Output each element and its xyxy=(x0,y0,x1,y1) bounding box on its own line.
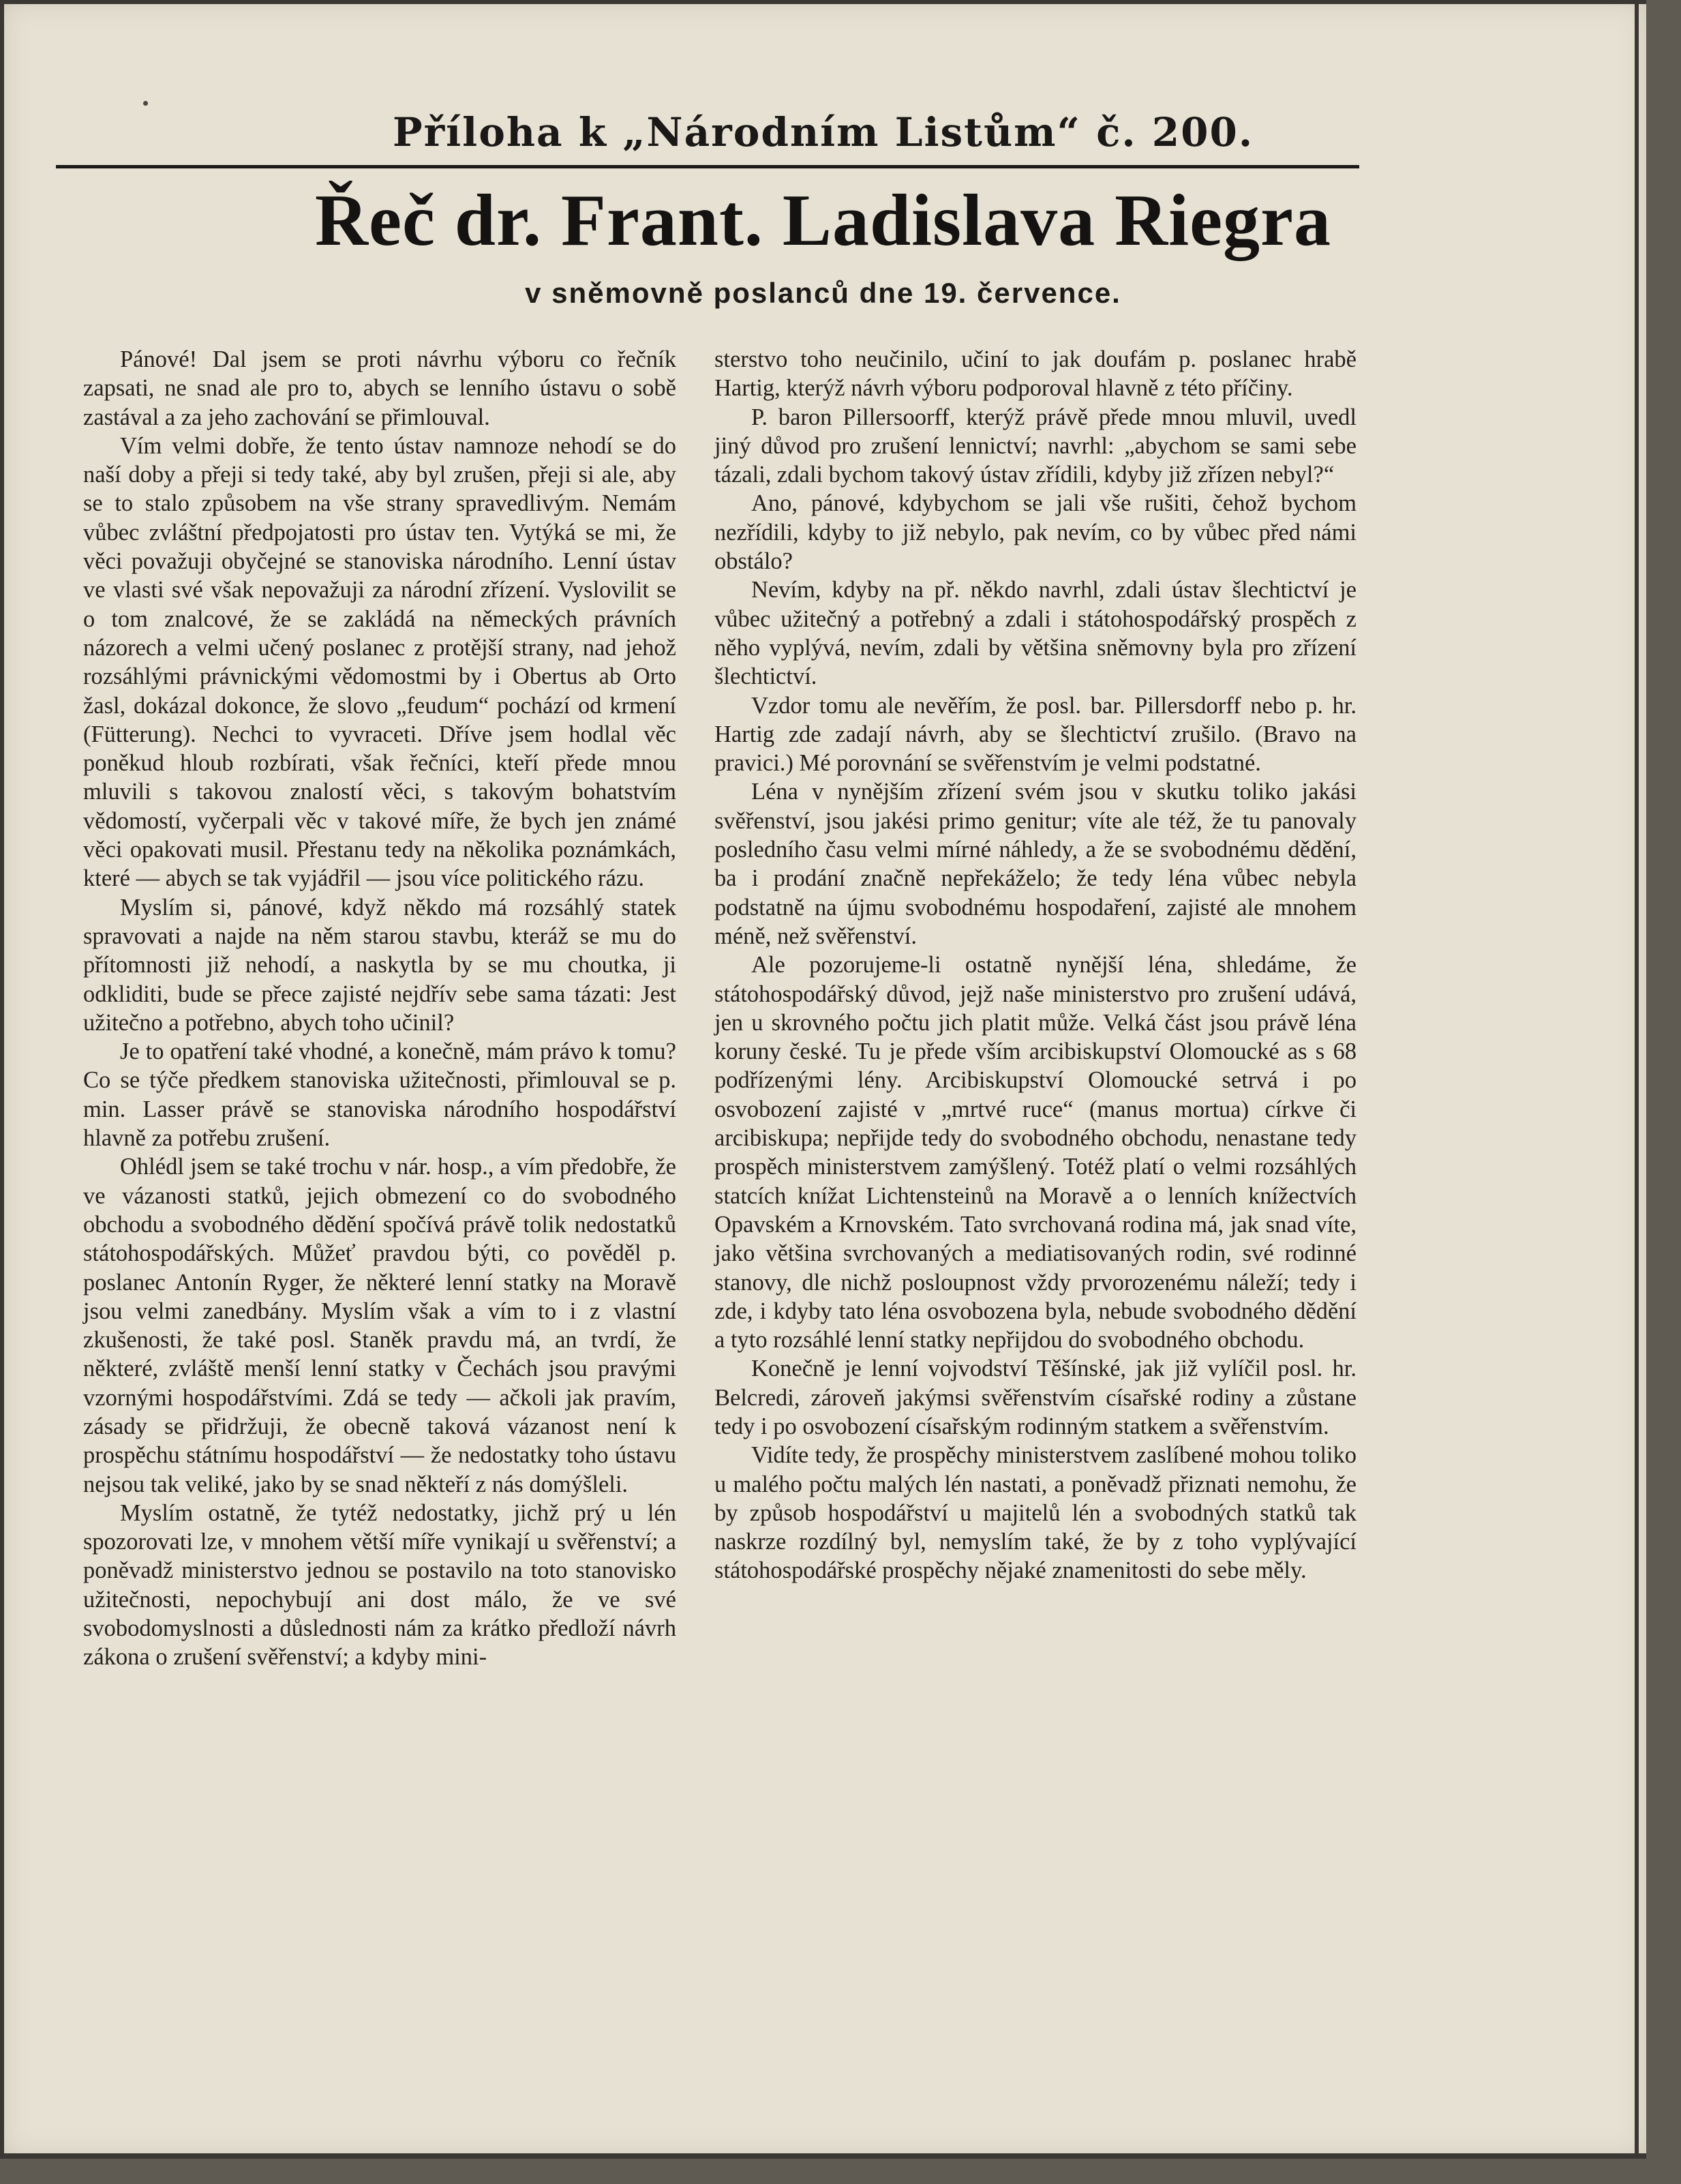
paragraph: P. baron Pillersoorff, kterýž právě přede mnou mluvil, uvedl jiný důvod pro zrušení lennictví; navrhl: „abychom se sami sebe tázali, zdali bychom takový ústav zřídili, kdyby již zřízen nebyl?“ xyxy=(714,404,1357,488)
scan-border-right xyxy=(1635,0,1639,2158)
paragraph: Nevím, kdyby na př. někdo navrhl, zdali ústav šlechtictví je vůbec užitečný a potřebný a zdali i státohospodářský prospěch z něho vyplývá, nevím, zdali by většina sněmovny byla pro zřízení šlechtictví. xyxy=(714,577,1357,690)
paragraph: Ale pozorujeme-li ostatně nynější léna, shledáme, že státohospodářský důvod, jejž naše ministerstvo pro zrušení udává, jen u skrovného počtu jich platit může. Velká část jsou právě léna koruny české. Tu je přede vším arcibiskupství Olomoucké as s 68 podřízenými lény. Arcibiskupství Olomoucké setrvá i po osvobození zajisté v „mrtvé ruce“ (manus mortua) církve či arcibiskupa; nepřijde tedy do svobodného obchodu, nenastane tedy prospěch ministerstvem zamýšlený. Totéž platí o velmi rozsáhlých statcích knížat Lichtensteinů na Moravě a o lenních knížectvích Opavském a Krnovském. Tato svrchovaná rodina má, jak snad víte, jako většina svrchovaných a mediatisovaných rodin, své rodinné stanovy, dle nichž posloupnost vždy prvorozenému náleží; tedy i zde, i kdyby tato léna osvobozena byla, nebude svobodného dědění a tyto rozsáhlé lenní statky nepřijdou do svobodného obchodu. xyxy=(714,952,1357,1353)
article-title: Řeč dr. Frant. Ladislava Riegra xyxy=(315,180,1331,261)
scan-border-left xyxy=(0,0,4,2158)
right-column xyxy=(714,345,1357,1585)
heading-rule xyxy=(56,165,1359,168)
supplement-heading: Příloha k „Národním Listům“ č. 200. xyxy=(392,109,1254,155)
paragraph: Léna v nynějším zřízení svém jsou v skutku toliko jakási svěřenství, jsou jakési primo genitur; víte ale též, že tu panovaly posledního času velmi mírné náhledy, a že se svobodnému dědění, ba i prodání značně nepřekáželo; že tedy léna vůbec nebyla podstatně na újmu svobodnému hospodaření, zajisté ale mnohem méně, než svěřenství. xyxy=(714,779,1357,949)
paragraph: Vím velmi dobře, že tento ústav namnoze nehodí se do naší doby a přeji si tedy také, aby byl zrušen, přeji si ale, aby se to stalo způsobem na vše strany spravedlivým. Nemám vůbec zvláštní předpojatosti pro ústav ten. Vytýká se mi, že věci považuji obyčejné se stanoviska národního. Lenní ústav ve vlasti své však nepovažuji za národní zřízení. Vyslovilit se o tom znalcové, že se zakládá na německých právních názorech a velmi učený poslanec z protější strany, nad jehož rozsáhlými právnickými vědomostmi by i Obertus ab Orto žasl, dokázal dokonce, že slovo „feudum“ pochází od krmení (Fütterung). Nechci to vyvraceti. Dříve jsem hodlal věc poněkud hloub rozbírati, však řečníci, kteří přede mnou mluvili s takovou znalostí věci, s takovým bohatstvím vědomostí, vyčerpali věc v takové míře, že bych jen známé věci opakovati musil. Přestanu tedy na několika poznámkách, které — abych se tak vyjádřil — jsou více politického rázu. xyxy=(83,432,676,892)
paragraph: Pánové! Dal jsem se proti návrhu výboru co řečník zapsati, ne snad ale pro to, abych se lenního ústavu o sobě zastával a za jeho zachování se přimlouval. xyxy=(83,346,676,430)
paragraph-continued: sterstvo toho neučinilo, učiní to jak doufám p. poslanec hrabě Hartig, kterýž návrh výboru podporoval hlavně z této příčiny. xyxy=(714,346,1357,402)
paragraph: Konečně je lenní vojvodství Těšínské, jak již vylíčil posl. hr. Belcredi, zároveň jakýmsi svěřenstvím císařské rodiny a zůstane tedy i po osvobození císařským rodinným statkem a svěřenstvím. xyxy=(714,1356,1357,1439)
paragraph: Ohlédl jsem se také trochu v nár. hosp., a vím předobře, že ve vázanosti statků, jejich obmezení co do svobodného obchodu a svobodného dědění spočívá právě tolik nedostatků státohospodářských. Můžeť pravdou býti, co pověděl p. poslanec Antonín Ryger, že některé lenní statky na Moravě jsou velmi zanedbány. Myslím však a vím to i z vlastní zkušenosti, že také posl. Staněk pravdu má, an tvrdí, že některé, zvláště menší lenní statky v Čechách jsou pravými vzornými hospodářstvími. Zdá se tedy — ačkoli jak pravím, zásady se přidržuji, že obecně taková vázanost není k prospěchu státnímu hospodářství — že nedostatky toho ústavu nejsou tak veliké, jako by se snad někteří z nás domýšleli. xyxy=(83,1154,676,1497)
paragraph: Je to opatření také vhodné, a konečně, mám právo k tomu? Co se týče předkem stanoviska užitečnosti, přimlouval se p. min. Lasser právě se stanoviska národního hospodářství hlavně za potřebu zrušení. xyxy=(83,1038,676,1152)
ink-speck xyxy=(143,101,148,106)
scan-border-top xyxy=(0,0,1646,4)
paragraph: Myslím si, pánové, když někdo má rozsáhlý statek spravovati a najde na něm starou stavbu, kteráž se mu do přítomnosti již nehodí, a naskytla by se mu choutka, ji odkliditi, bude se přece zajisté nejdřív sebe sama tázati: Jest užitečno a potřebno, abych toho učinil? xyxy=(83,894,676,1036)
article-subtitle: v sněmovně poslanců dne 19. července. xyxy=(525,277,1121,309)
paragraph: Ano, pánové, kdybychom se jali vše rušiti, čehož bychom nezřídili, kdyby to již nebylo, pak nevím, co by vůbec před námi obstálo? xyxy=(714,490,1357,575)
paragraph: Vidíte tedy, že prospěchy ministerstvem zaslíbené mohou toliko u malého počtu malých lén nastati, a poněvadž přiznati nemohu, že by způsob hospodářství u majitelů lén a svobodných statků tak naskrze rozdílný byl, nemyslím také, že by z toho vyplývající státohospodářské prospěchy nějaké znamenitosti do sebe měly. xyxy=(714,1442,1357,1584)
paragraph: Myslím ostatně, že tytéž nedostatky, jichž prý u lén spozorovati lze, v mnohem větší míře vynikají u svěřenství; a poněvadž ministerstvo jednou se postavilo na toto stanovisko užitečnosti, nepochybují ani dost málo, že ve své svobodomyslnosti a důslednosti nám za krátko předloží návrh zákona o zrušení svěřenství; a kdyby mini- xyxy=(83,1499,676,1671)
left-column xyxy=(83,345,676,1672)
paragraph: Vzdor tomu ale nevěřím, že posl. bar. Pillersdorff nebo p. hr. Hartig zde zadají návrh, aby se šlechtictví zrušilo. (Bravo na pravici.) Mé porovnání se svěřenstvím je velmi podstatné. xyxy=(714,692,1357,777)
scan-border-bottom xyxy=(0,2153,1646,2159)
